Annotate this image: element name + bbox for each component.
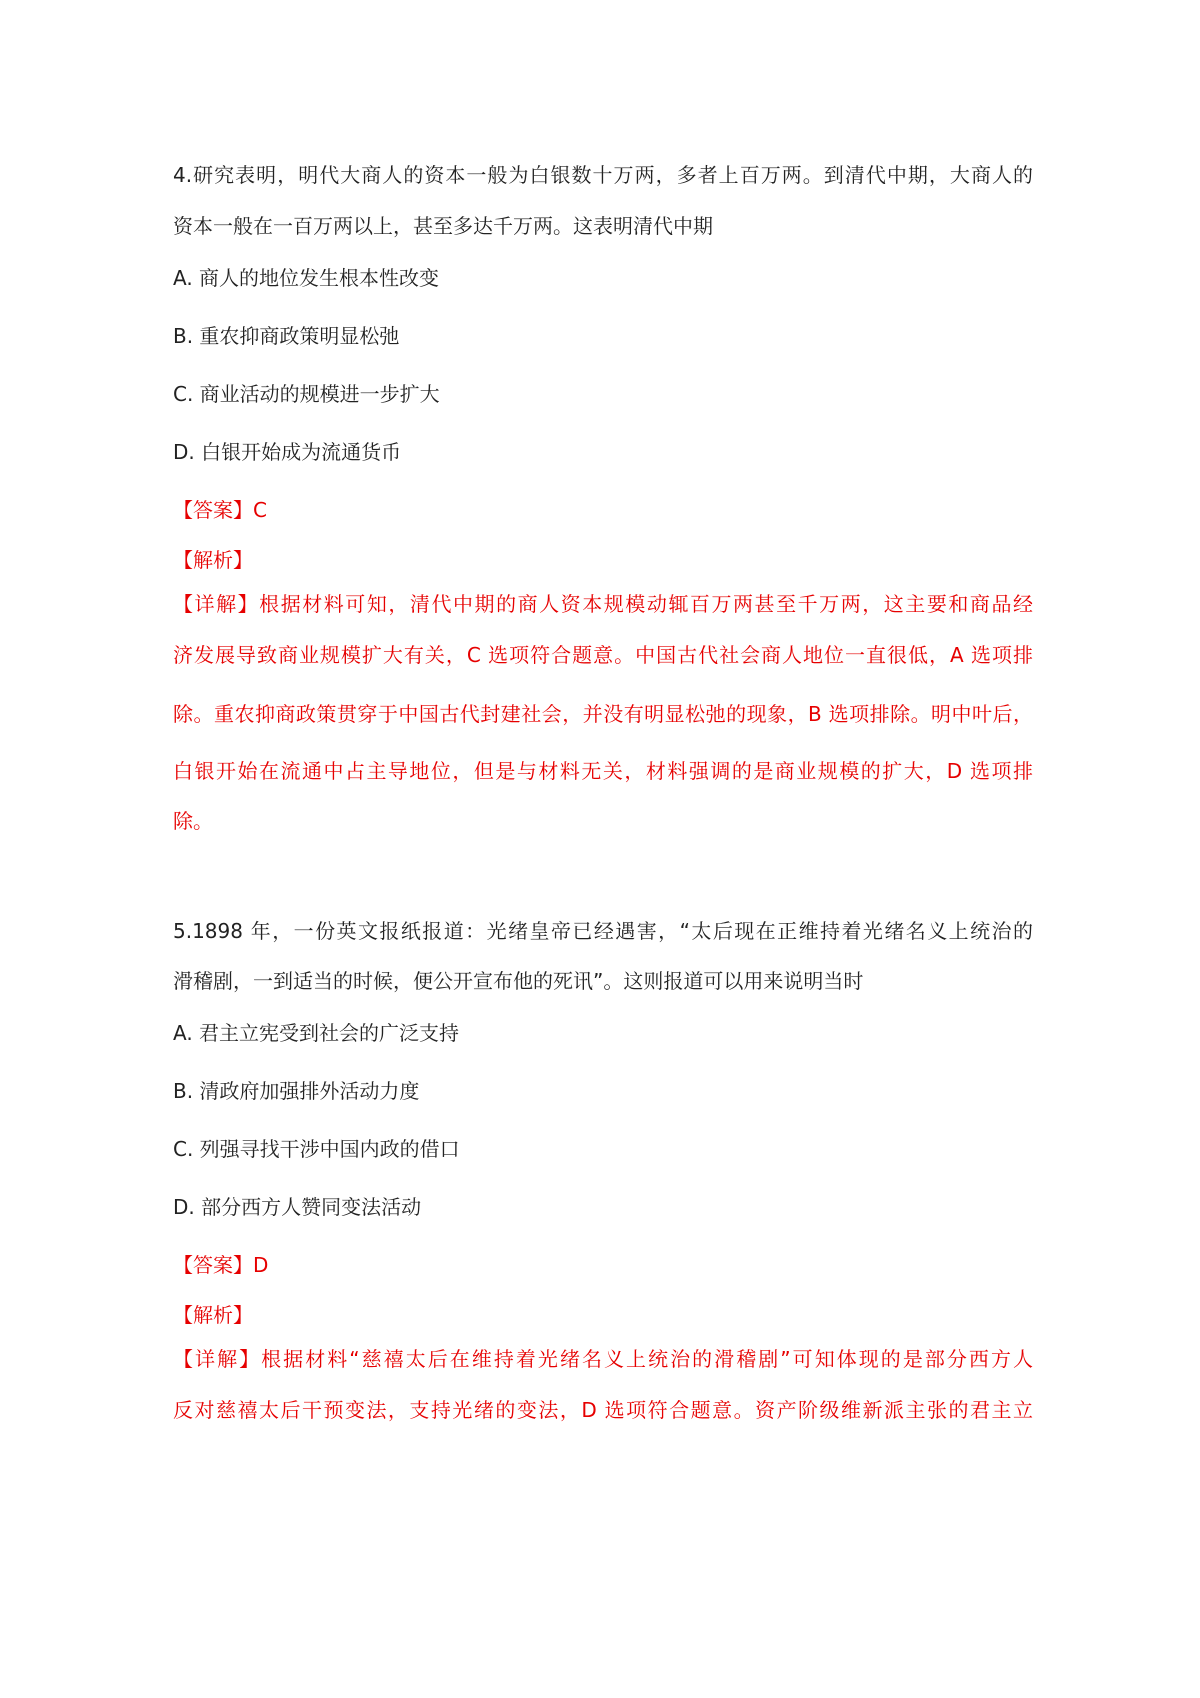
q4-option-d: D. 白银开始成为流通货币	[173, 440, 402, 464]
q4-detail-line-2: 济发展导致商业规模扩大有关，C 选项符合题意。中国古代社会商人地位一直很低，A 选项排	[173, 643, 1033, 667]
q4-detail-line-5: 除。	[173, 809, 213, 833]
q5-answer: 【答案】D	[173, 1253, 269, 1277]
q4-detail-line-1: 【详解】根据材料可知，清代中期的商人资本规模动辄百万两甚至千万两，这主要和商品经	[173, 592, 1033, 616]
q4-option-b: B. 重农抑商政策明显松弛	[173, 324, 400, 348]
q5-detail-line-1: 【详解】根据材料“慈禧太后在维持着光绪名义上统治的滑稽剧”可知体现的是部分西方人	[173, 1347, 1033, 1371]
q4-answer: 【答案】C	[173, 498, 267, 522]
q5-analysis-label: 【解析】	[173, 1303, 253, 1327]
q4-analysis-label: 【解析】	[173, 548, 253, 572]
q5-stem-line-1: 5.1898 年，一份英文报纸报道：光绪皇帝已经遇害，“太后现在正维持着光绪名义上统治的	[173, 919, 1033, 943]
q4-stem-line-2: 资本一般在一百万两以上，甚至多达千万两。这表明清代中期	[173, 214, 713, 238]
q5-option-d: D. 部分西方人赞同变法活动	[173, 1195, 422, 1219]
q4-option-a: A. 商人的地位发生根本性改变	[173, 266, 440, 290]
q4-detail-line-3: 除。重农抑商政策贯穿于中国古代封建社会，并没有明显松弛的现象，B 选项排除。明中叶后，	[173, 702, 1033, 726]
q5-option-b: B. 清政府加强排外活动力度	[173, 1079, 420, 1103]
q4-detail-line-4: 白银开始在流通中占主导地位，但是与材料无关，材料强调的是商业规模的扩大，D 选项排	[173, 759, 1033, 783]
q5-option-c: C. 列强寻找干涉中国内政的借口	[173, 1137, 460, 1161]
q5-option-a: A. 君主立宪受到社会的广泛支持	[173, 1021, 460, 1045]
q4-option-c: C. 商业活动的规模进一步扩大	[173, 382, 440, 406]
q5-stem-line-2: 滑稽剧，一到适当的时候，便公开宣布他的死讯”。这则报道可以用来说明当时	[173, 969, 864, 993]
q4-stem-line-1: 4.研究表明，明代大商人的资本一般为白银数十万两，多者上百万两。到清代中期，大商人的	[173, 163, 1033, 187]
q5-detail-line-2: 反对慈禧太后干预变法，支持光绪的变法，D 选项符合题意。资产阶级维新派主张的君主立	[173, 1398, 1033, 1422]
